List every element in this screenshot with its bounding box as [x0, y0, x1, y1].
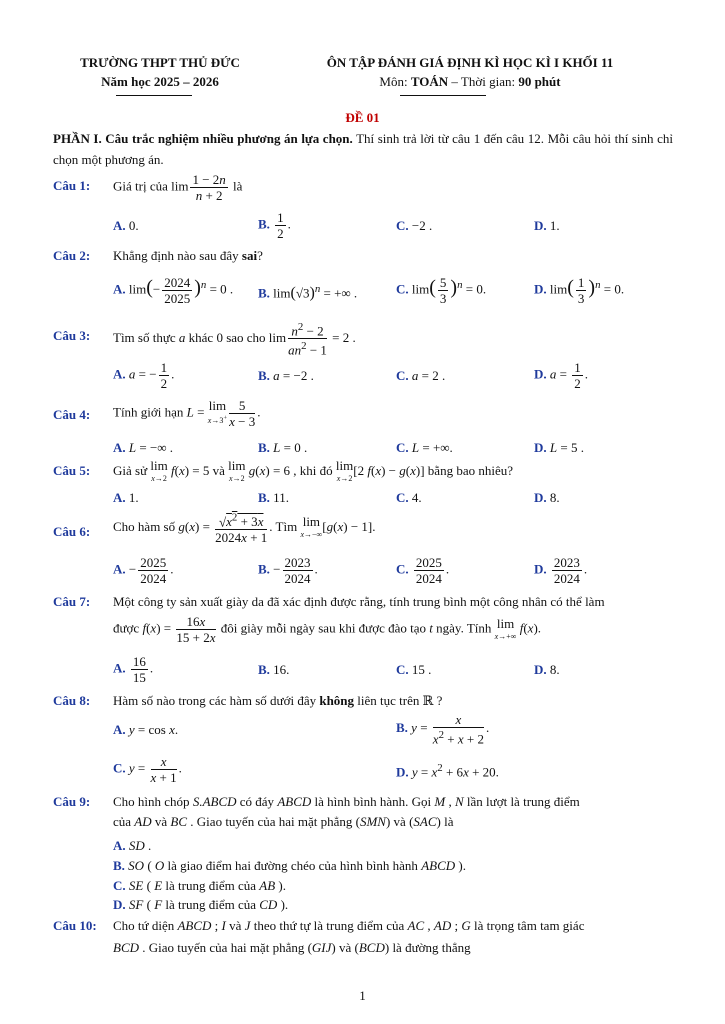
exam-header [300, 53, 640, 91]
page-number: 1 [359, 988, 366, 1003]
option[interactable]: A. L = −∞ . [113, 440, 174, 455]
question-text: Khẳng định nào sau đây sai? [113, 248, 263, 263]
question-label: Câu 8: [53, 693, 91, 708]
option[interactable]: D. lim( $\frac{1}{3}$ )$^n$ = 0. [534, 275, 625, 306]
option[interactable]: B. 16. [258, 662, 290, 677]
option[interactable]: C. 15 . [396, 662, 432, 677]
part-text: Thí sinh trả lời từ câu 1 đến câu 12. Mỗi câu hỏi thí sinh chỉ chọn một phương án. [53, 131, 673, 167]
option[interactable]: D. a = $\frac{1}{2}$ . [534, 360, 588, 391]
option[interactable]: A. y = cos x. [113, 722, 179, 737]
option[interactable]: B. SO ( O là giao điểm hai đường chéo của hình bình hành ABCD ). [113, 858, 466, 873]
time-prefix: – Thời gian: [448, 74, 519, 89]
question-text: Giả sử lim x→2 f(x) = 5 và lim x→2 g(x) = 6 , khi đó lim x→2[2 f(x) − g(x)] bằng bao nhiêu? [113, 458, 513, 483]
part-instructions [53, 128, 673, 170]
school-header [60, 53, 260, 91]
option[interactable]: C. lim( $\frac{5}{3}$ )$^n$ = 0. [396, 275, 487, 306]
time-value: 90 phút [518, 74, 561, 89]
option[interactable]: A. 0. [113, 218, 139, 233]
question-label: Câu 2: [53, 248, 91, 263]
option[interactable]: C. 4. [396, 490, 422, 505]
option[interactable]: D. 8. [534, 662, 560, 677]
school-year: Năm học 2025 – 2026 [101, 74, 219, 89]
subject-prefix: Môn: [379, 74, 411, 89]
option[interactable]: C. L = +∞. [396, 440, 453, 455]
part-heading: PHẦN I. Câu trắc nghiệm nhiều phương án lựa chọn. [53, 131, 353, 146]
question-label: Câu 9: [53, 794, 91, 809]
header-rule-right [400, 95, 486, 96]
option[interactable]: D. L = 5 . [534, 440, 584, 455]
question-text: Tính giới hạn L = lim x→3+ $\frac{5}{x - 3}$ . [113, 398, 261, 429]
option[interactable]: B. − $\frac{2023}{2024}$ . [258, 555, 318, 586]
option[interactable]: B. 11. [258, 490, 289, 505]
question-label: Câu 6: [53, 524, 91, 539]
option[interactable]: B. a = −2 . [258, 368, 314, 383]
option[interactable]: D. 8. [534, 490, 560, 505]
question-text: Tìm số thực a khác 0 sao cho lim $\frac{n^2 - 2}{an^2 - 1}$ = 2 . [113, 321, 356, 358]
question-text-cont: được f(x) = $\frac{16x}{15 + 2x}$ đôi giày mỗi ngày sau khi được đào tạo t ngày. Tính lim x→+∞ f(x). [113, 614, 542, 645]
option[interactable]: A. a = − $\frac{1}{2}$ . [113, 360, 175, 391]
option[interactable]: A. − $\frac{2025}{2024}$ . [113, 555, 174, 586]
school-name: TRƯỜNG THPT THỦ ĐỨC [80, 55, 240, 70]
question-text: Một công ty sản xuất giày da đã xác định được rằng, tính trung bình một công nhân có thể làm [113, 594, 605, 609]
question-text: Cho hình chóp S.ABCD có đáy ABCD là hình bình hành. Gọi M , N lần lượt là trung điểm [113, 794, 580, 809]
question-text-cont: BCD . Giao tuyến của hai mặt phẳng (GIJ) và (BCD) là đường thẳng [113, 940, 471, 955]
option[interactable]: A. $\frac{16}{15}$ . [113, 654, 154, 685]
option[interactable]: A. 1. [113, 490, 139, 505]
question-label: Câu 3: [53, 328, 91, 343]
question-text: Cho hàm số g(x) = $\frac{√x^2 + 3x}{2024x + 1}$ . Tìm lim x→−∞[g(x) − 1]. [113, 512, 376, 546]
option[interactable]: C. y = $\frac{x}{x + 1}$ . [113, 754, 182, 785]
option[interactable]: D. $y = x^2 + 6x + 20$. [396, 762, 499, 780]
question-label: Câu 4: [53, 407, 91, 422]
subject-name: TOÁN [410, 74, 449, 89]
exam-title: ÔN TẬP ĐÁNH GIÁ ĐỊNH KÌ HỌC KÌ I KHỐI 11 [326, 55, 614, 70]
option[interactable]: C. a = 2 . [396, 368, 446, 383]
header-rule-left [116, 95, 192, 96]
question-text: Giá trị của lim $\frac{1 - 2n}{n + 2}$ là [113, 172, 243, 203]
option[interactable]: B. y = $\frac{x}{x^2 + x + 2}$ . [396, 712, 490, 747]
option[interactable]: C. SE ( E là trung điểm của AB ). [113, 878, 286, 893]
option[interactable]: B. $\frac{1}{2}$ . [258, 210, 291, 241]
question-text: Hàm số nào trong các hàm số dưới đây không liên tục trên ℝ ? [113, 693, 443, 708]
subject-line [300, 72, 640, 91]
option[interactable]: D. SF ( F là trung điểm của CD ). [113, 897, 289, 912]
question-label: Câu 7: [53, 594, 91, 609]
option[interactable]: D. 1. [534, 218, 560, 233]
option[interactable]: B. $\lim(√3)^n$ = +∞ . [258, 283, 358, 302]
option[interactable]: A. SD . [113, 838, 152, 853]
option[interactable]: C. −2 . [396, 218, 433, 233]
exam-code: ĐỀ 01 [345, 110, 380, 125]
option[interactable]: A. lim(− $\frac{2024}{2025}$ )$^n$ = 0 . [113, 275, 234, 306]
question-text-cont: của AD và BC . Giao tuyến của hai mặt phẳng (SMN) và (SAC) là [113, 814, 454, 829]
question-label: Câu 10: [53, 918, 97, 933]
option[interactable]: B. L = 0 . [258, 440, 308, 455]
option[interactable]: D. $\frac{2023}{2024}$ . [534, 555, 588, 586]
question-text: Cho tứ diện ABCD ; I và J theo thứ tự là trung điểm của AC , AD ; G là trọng tâm tam giác [113, 918, 585, 933]
option[interactable]: C. $\frac{2025}{2024}$ . [396, 555, 450, 586]
question-label: Câu 5: [53, 463, 91, 478]
question-label: Câu 1: [53, 178, 91, 193]
